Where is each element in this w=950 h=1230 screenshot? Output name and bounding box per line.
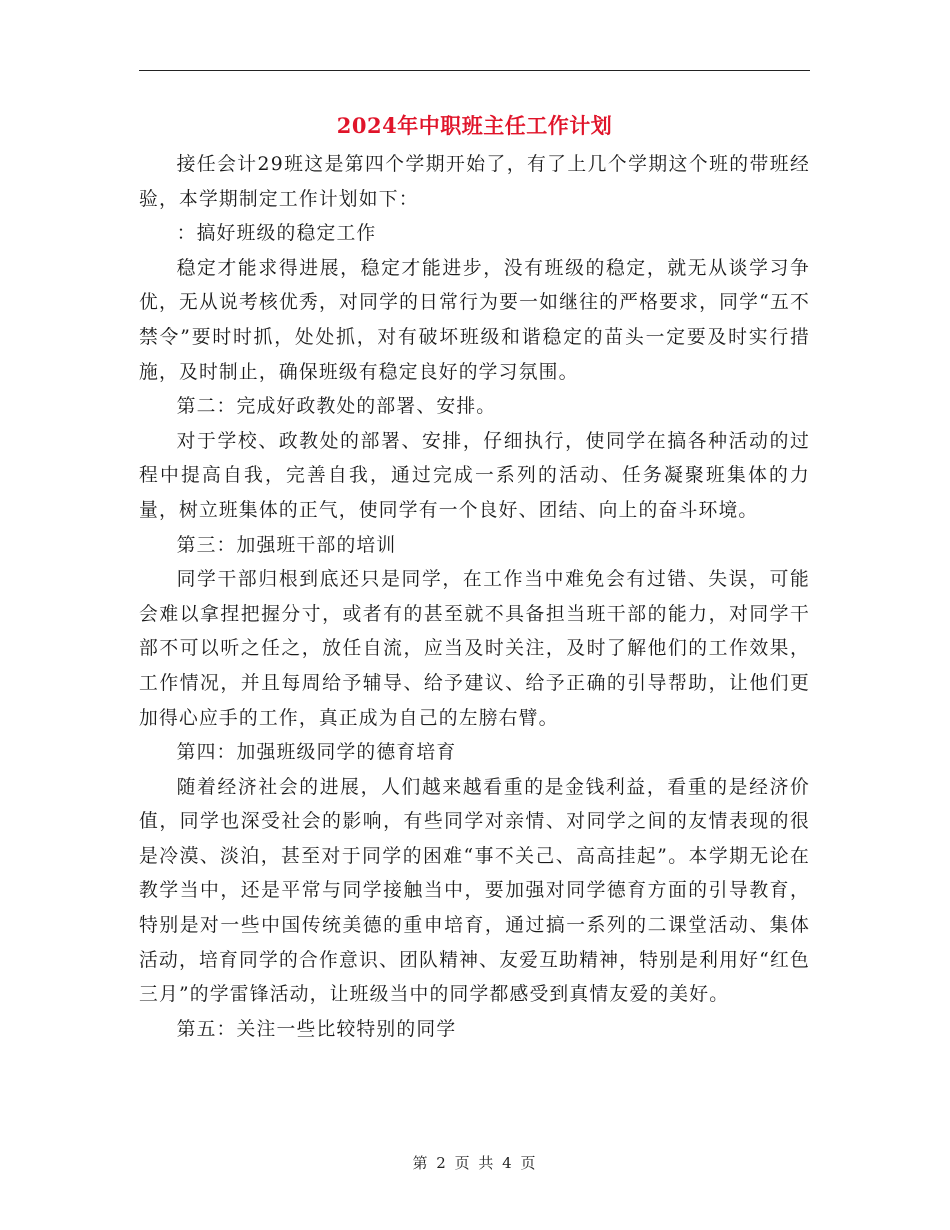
section-heading-4: 第四：加强班级同学的德育培育 [176,742,457,764]
section-heading-2: 第二：完成好政教处的部署、安排。 [176,396,497,418]
document-title: 2024年中职班主任工作计划 [336,113,613,138]
paragraph-cadre-training: 同学干部归根到底还只是同学，在工作当中难免会有过错、失误，可能会难以拿捏把握分寸，或者有的甚至就不具备担当班干部的能力，对同学干部不可以听之任之，放任自流，应当及时关注，及时了解他们的工作效果，工作情况，并且每周给予辅导、给予建议、给予正确的引导帮助，让他们更加得心应手的工作，真正成为自己的左膀右臂。 [139,569,810,729]
paragraph-moral-education: 随着经济社会的进展，人们越来越看重的是金钱利益，看重的是经济价值，同学也深受社会的影响，有些同学对亲情、对同学之间的友情表现的很是冷漠、淡泊，甚至对于同学的困难“事不关己、高高挂起”。本学期无论在教学当中，还是平常与同学接触当中，要加强对同学德育方面的引导教育，特别是对一些中国传统美德的重申培育，通过搞一系列的二课堂活动、集体活动，培育同学的合作意识、团队精神、友爱互助精神，特别是利用好“红色三月”的学雷锋活动，让班级当中的同学都感受到真情友爱的美好。 [139,776,810,1006]
paragraph-stability: 稳定才能求得进展，稳定才能进步，没有班级的稳定，就无从谈学习争优，无从说考核优秀，对同学的日常行为要一如继往的严格要求，同学“五不禁令”要时时抓，处处抓，对有破坏班级和谐稳定的苗头一定要及时实行措施，及时制止，确保班级有稳定良好的学习氛围。 [139,257,810,383]
header-rule [139,70,810,71]
document-body [139,148,810,1047]
paragraph-arrangement: 对于学校、政教处的部署、安排，仔细执行，使同学在搞各种活动的过程中提高自我，完善自我，通过完成一系列的活动、任务凝聚班集体的力量，树立班集体的正气，使同学有一个良好、团结、向上的奋斗环境。 [139,430,810,521]
section-heading-3: 第三：加强班干部的培训 [176,534,397,556]
paragraph-intro: 接任会计29班这是第四个学期开始了，有了上几个学期这个班的带班经验，本学期制定工作计划如下： [139,154,810,210]
section-heading-5: 第五：关注一些比较特别的同学 [176,1018,457,1040]
section-heading-1: ：搞好班级的稳定工作 [176,223,377,245]
page-footer: 第 2 页 共 4 页 [412,1154,538,1172]
